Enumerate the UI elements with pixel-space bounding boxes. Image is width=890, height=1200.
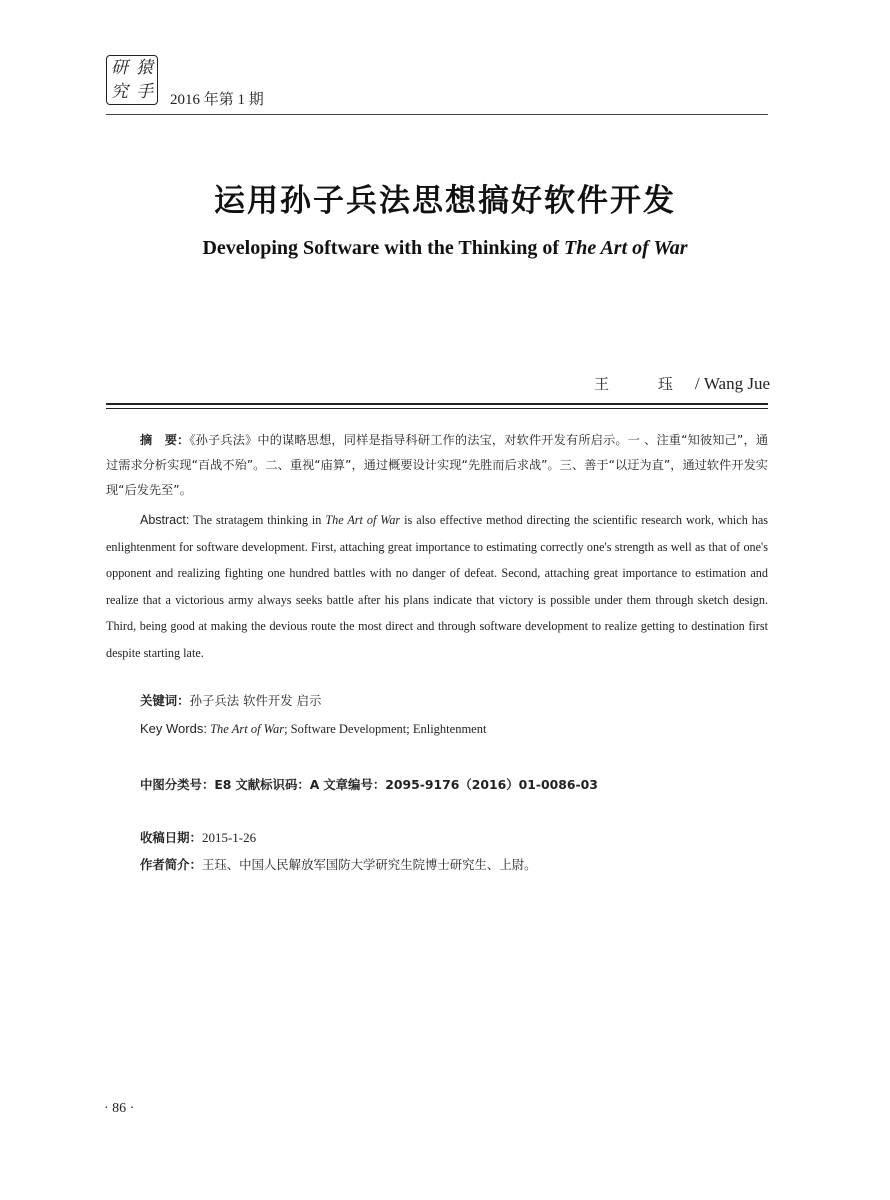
logo-char: 究: [111, 81, 128, 102]
title-english: [0, 237, 890, 260]
abstract-en-label: Abstract:: [140, 513, 190, 527]
keywords-en-italic: The Art of War: [210, 722, 285, 736]
keywords-english: [140, 721, 486, 737]
abstract-en-text-a: The stratagem thinking in: [189, 513, 326, 527]
received-date: [140, 828, 256, 846]
logo-char: 研: [111, 57, 128, 78]
abstract-chinese: [106, 428, 768, 503]
logo-char: 手: [136, 81, 153, 102]
abstract-en-text-b: is also effective method directing the scientific research work, which has enlightenment for software development. First, attaching great importance to estimating correctly one's strength as well as that of one's opponent and realizing fighting one hundred battles with no danger of defeat. Second, attaching great importance to estimation and realize that a victorious army always seeks battle after his plans indicate that victory is possible under them through sketch design. Third, being good at making the devious route the most direct and through software development to realize getting to destination first despite starting late.: [106, 513, 769, 660]
abstract-cn-text: 《孙子兵法》中的谋略思想，同样是指导科研工作的法宝，对软件开发有所启示。一 、注重“知彼知己”，通过需求分析实现“百战不殆”。二、重视“庙算”，通过概要设计实现“先胜而后求战”。三、善于“以迂为直”，通过软件开发实现“后发先至”。: [106, 433, 769, 497]
article-number-label: 文章编号：: [323, 777, 386, 792]
bio-label: 作者简介：: [140, 857, 202, 872]
issue-label: 2016 年第 1 期: [170, 92, 264, 108]
keywords-en-rest: ; Software Development; Enlightenment: [284, 722, 487, 736]
title-chinese: 运用孙子兵法思想搞好软件开发: [214, 183, 676, 219]
bio-value: 王珏、中国人民解放军国防大学研究生院博士研究生、上尉。: [201, 857, 537, 872]
article-number-value: 2095-9176（2016）01-0086-03: [385, 777, 598, 792]
doc-code-value: A: [309, 777, 320, 792]
author-bio: [140, 855, 537, 873]
keywords-cn-label: 关键词：: [140, 693, 190, 708]
logo-char: 猿: [136, 57, 153, 78]
title-english-text: Developing Software with the Thinking of: [202, 237, 564, 259]
abstract-english: [106, 507, 768, 667]
doc-code-label: 文献标识码：: [235, 777, 310, 792]
clc-value: E8: [214, 777, 232, 792]
author-cn: 王 珏: [594, 375, 695, 393]
abstract-en-italic: The Art of War: [325, 513, 401, 527]
author-divider-thick: [106, 403, 768, 405]
title-english-italic: The Art of War: [563, 237, 688, 259]
page-number: · 86 ·: [104, 1101, 135, 1116]
received-value: 2015-1-26: [201, 830, 257, 845]
clc-label: 中图分类号：: [140, 777, 215, 792]
author-divider-thin: [106, 408, 768, 409]
journal-logo: [106, 55, 158, 105]
author-en: / Wang Jue: [694, 374, 770, 393]
keywords-en-label: Key Words:: [140, 721, 207, 736]
keywords-cn-value: 孙子兵法 软件开发 启示: [189, 693, 322, 708]
header-divider: [106, 114, 768, 115]
keywords-chinese: [140, 691, 321, 709]
classification-line: [140, 775, 598, 793]
received-label: 收稿日期：: [140, 830, 202, 845]
abstract-cn-label: 摘 要：: [140, 433, 190, 447]
author-line: [594, 373, 770, 394]
